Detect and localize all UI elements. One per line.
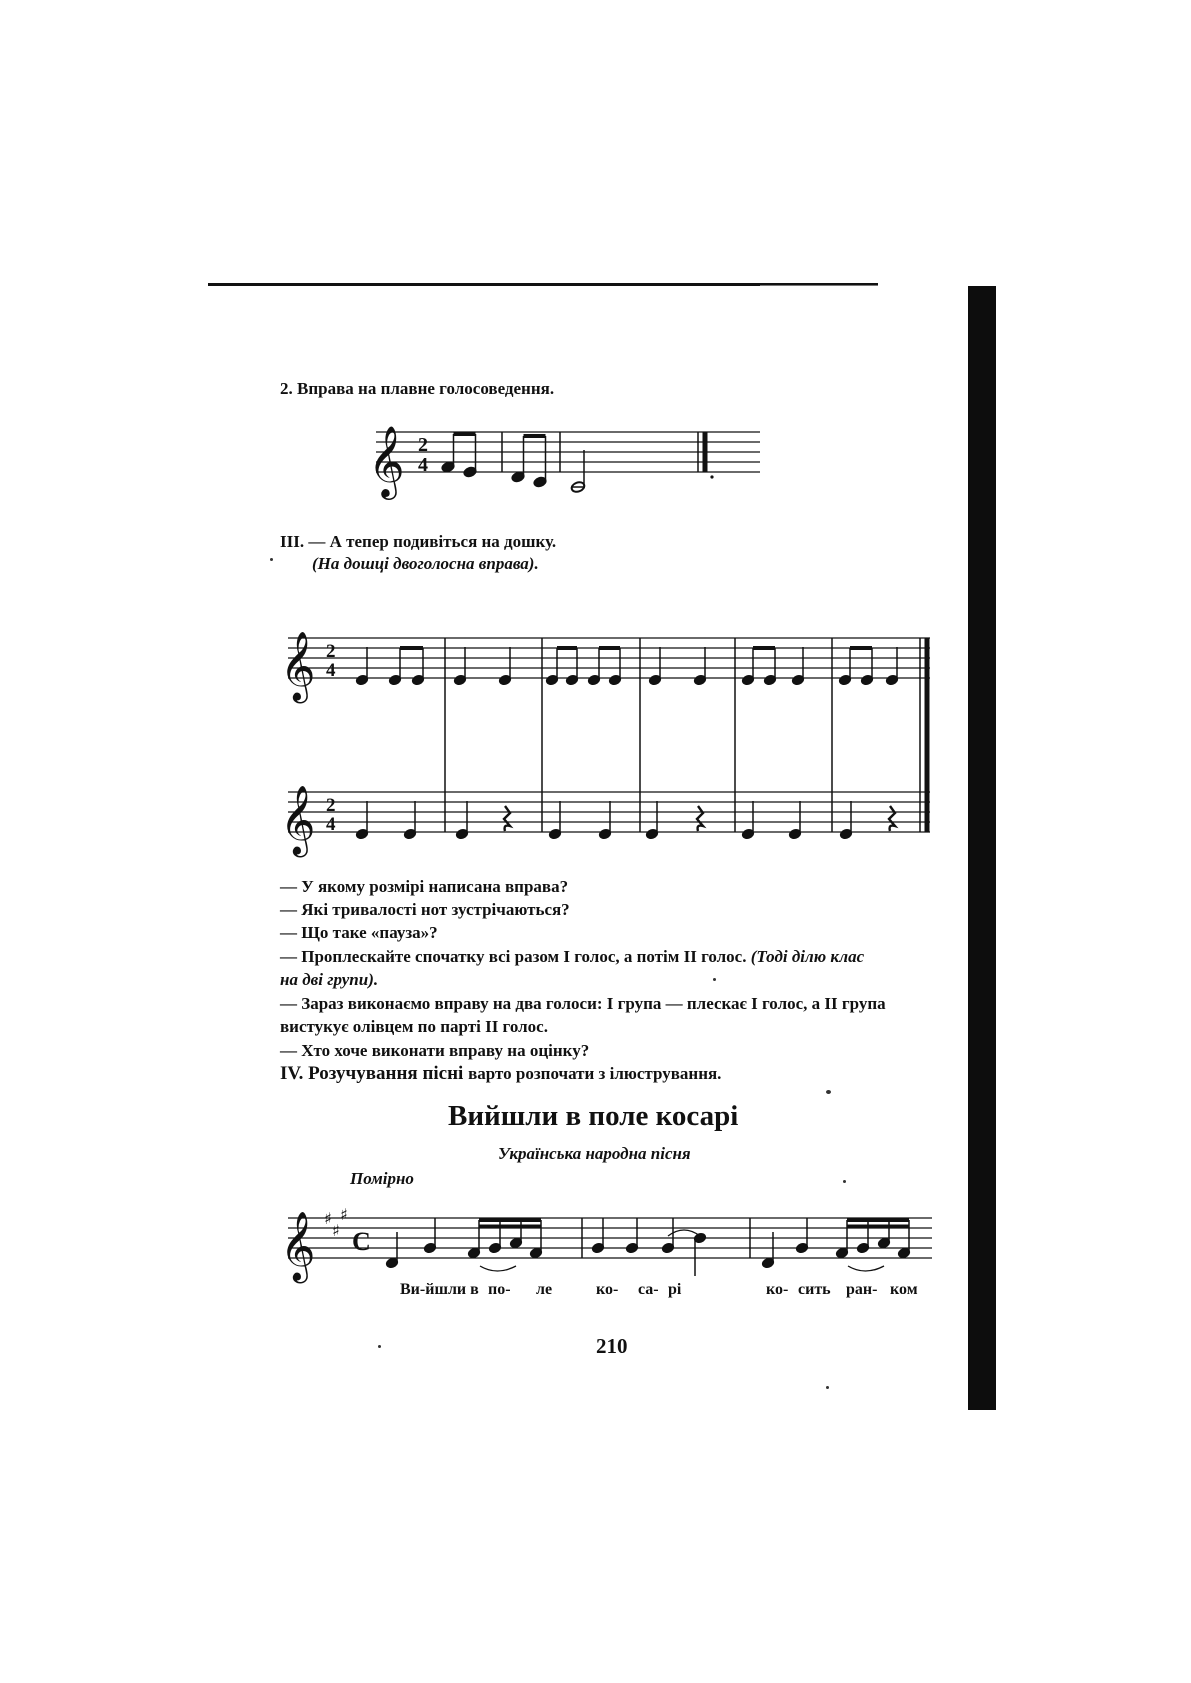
staff-two-voice-exercise: [280, 620, 940, 860]
song-subtitle: Українська народна пісня: [498, 1144, 691, 1163]
question-4: [280, 946, 864, 968]
time-sig-top: 2: [326, 641, 336, 662]
key-signature-sharps: [324, 1205, 348, 1240]
question-6: — Хто хоче виконати вправу на оцінку?: [280, 1041, 590, 1060]
question-2: — Які тривалості нот зустрічаються?: [280, 900, 570, 919]
lyric-syllable: ком: [890, 1281, 918, 1298]
staff-exercise-2: [370, 420, 770, 520]
question-5-continued: вистукує олівцем по парті II голос.: [280, 1017, 548, 1036]
question-4-note-continued: на дві групи).: [280, 970, 379, 989]
quarter-rest-icons: [504, 806, 895, 831]
voice-1-measure-4: [648, 647, 706, 686]
section-4-rest: варто розпочати з ілюстрування.: [468, 1064, 722, 1083]
scan-speck: [270, 558, 273, 561]
exercise-2-label: 2. Вправа на плавне голосоведення.: [280, 379, 555, 398]
voice-1-measure-3: [545, 648, 621, 686]
treble-clef-icon: 𝄞: [280, 1211, 316, 1281]
scan-speck: [826, 1090, 831, 1094]
page-edge-shadow: [968, 286, 996, 1410]
section-4-numeral: IV.: [280, 1063, 304, 1084]
scan-speck: [378, 1345, 381, 1348]
section-3-numeral: III.: [280, 532, 305, 551]
lyric-syllable: са-: [638, 1281, 659, 1298]
lyric-syllable: рі: [668, 1281, 682, 1298]
section-3-heading: [280, 531, 556, 553]
lyric-syllable: ле: [536, 1281, 553, 1298]
scan-speck: [843, 1180, 846, 1183]
lyric-syllable: ко-: [766, 1281, 789, 1298]
time-sig-bottom: 4: [326, 660, 336, 681]
time-sig-bottom: 4: [418, 454, 428, 476]
common-time-icon: C: [352, 1227, 371, 1256]
lyric-syllable: сить: [798, 1281, 831, 1298]
lyric-syllable: ко-: [596, 1281, 619, 1298]
treble-clef-icon: 𝄞: [280, 785, 316, 855]
section-3-note: (На дошці двоголосна вправа).: [312, 554, 539, 573]
treble-clef-icon: 𝄞: [368, 424, 405, 497]
voice-1-measure-6: [838, 647, 898, 686]
voice-1-measure-2: [453, 647, 511, 686]
svg-text:♯: ♯: [340, 1205, 348, 1224]
question-4-text: — Проплескайте спочатку всі разом І голос, а потім II голос.: [280, 947, 747, 966]
voice-1-measure-1: [355, 647, 424, 686]
question-4-note: (Тоді ділю клас: [750, 947, 865, 966]
lyric-syllable: ран-: [846, 1281, 878, 1298]
question-1: — У якому розмірі написана вправа?: [280, 877, 569, 896]
song-tempo: Помірно: [350, 1169, 414, 1188]
scan-speck: [826, 1386, 829, 1389]
lyric-syllable: Ви-йшли в: [400, 1281, 479, 1298]
page-number: 210: [596, 1334, 628, 1358]
voice-2-notes: [355, 801, 852, 840]
svg-text:♯: ♯: [332, 1221, 340, 1240]
top-rule-thin: [760, 285, 878, 286]
time-sig-bottom: 4: [326, 814, 336, 835]
voice-1-measure-5: [741, 647, 804, 686]
section-3-text: — А тепер подивіться на дошку.: [308, 532, 557, 551]
lyric-syllable: по-: [488, 1281, 511, 1298]
scan-speck: [713, 978, 716, 981]
svg-text:♯: ♯: [324, 1209, 332, 1228]
section-4-bold-text: Розучування пісні: [308, 1063, 464, 1084]
section-4-heading: [280, 1063, 721, 1085]
song-title: Вийшли в поле косарі: [448, 1100, 739, 1132]
question-5: — Зараз виконаємо вправу на два голоси: І група — плескає І голос, а II група: [280, 994, 886, 1013]
time-sig-top: 2: [418, 434, 428, 456]
treble-clef-icon: 𝄞: [280, 631, 316, 701]
time-sig-top: 2: [326, 795, 336, 816]
question-3: — Що таке «пауза»?: [280, 923, 438, 942]
